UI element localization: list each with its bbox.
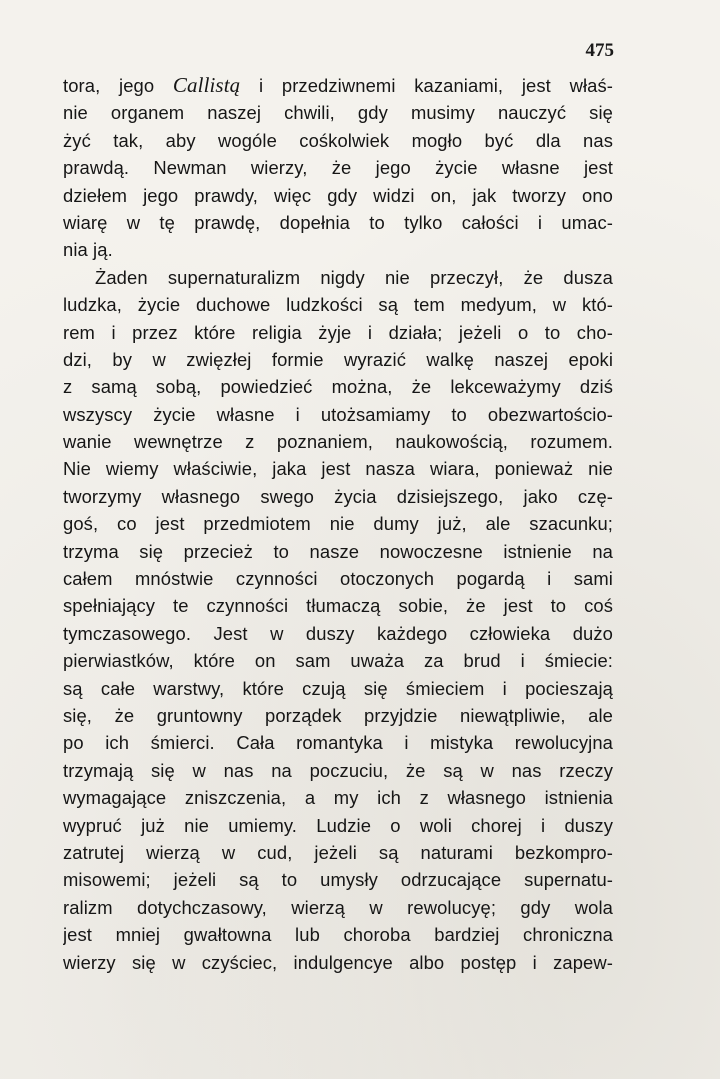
text-line: żyć tak, aby wogóle cośkolwiek mogło być dla nas: [63, 129, 613, 151]
text-line: trzyma się przecież to nasze nowoczesne istnienie na: [63, 540, 613, 562]
text-line: tworzymy własnego swego życia dzisiejszego, jako czę-: [63, 485, 613, 507]
text-line: wszyscy życie własne i utożsamiamy to obezwartościo-: [63, 403, 613, 425]
text-line: są całe warstwy, które czują się śmieciem i pocieszają: [63, 677, 613, 699]
text-line: spełniający te czynności tłumaczą sobie, że jest to coś: [63, 595, 613, 617]
text-line: tymczasowego. Jest w duszy każdego człowieka dużo: [63, 622, 613, 644]
text-line: misowemi; jeżeli są to umysły odrzucające supernatu-: [63, 869, 613, 891]
text-line: ludzka, życie duchowe ludzkości są tem medyum, w któ-: [63, 294, 613, 316]
text-line: goś, co jest przedmiotem nie dumy już, ale szacunku;: [63, 513, 613, 535]
text-line: całem mnóstwie czynności otoczonych pogardą i sami: [63, 568, 613, 590]
text-line: prawdą. Newman wierzy, że jego życie własne jest: [63, 157, 613, 179]
text-line: wypruć już nie umiemy. Ludzie o woli chorej i duszy: [63, 814, 613, 836]
italic-title: Callistą: [172, 73, 241, 97]
body-text: [63, 72, 613, 976]
text-line: wanie wewnętrze z poznaniem, naukowością, rozumem.: [63, 431, 613, 453]
text-line: się, że gruntowny porządek przyjdzie niewątpliwie, ale: [63, 704, 613, 726]
text-line: trzymają się w nas na poczuciu, że są w nas rzeczy: [63, 759, 613, 781]
text-line: Nie wiemy właściwie, jaka jest nasza wiara, ponieważ nie: [63, 458, 613, 480]
text-line: dzi, by w zwięzłej formie wyrazić walkę naszej epoki: [63, 348, 613, 370]
text-line: nie organem naszej chwili, gdy musimy nauczyć się: [63, 102, 613, 124]
text-line: pierwiastków, które on sam uważa za brud i śmiecie:: [63, 650, 613, 672]
page-number: 475: [585, 40, 614, 61]
text-line: zatrutej wierzą w cud, jeżeli są naturami bezkompro-: [63, 841, 613, 863]
paragraph-start-line: Żaden supernaturalizm nigdy nie przeczył, że dusza: [95, 266, 613, 288]
text-line: z samą sobą, powiedzieć można, że lekceważymy dziś: [63, 376, 613, 398]
text-line: dziełem jego prawdy, więc gdy widzi on, jak tworzy ono: [63, 184, 613, 206]
text-line: ralizm dotychczasowy, wierzą w rewolucyę; gdy wola: [63, 896, 613, 918]
text-line: wiarę w tę prawdę, dopełnia to tylko całości i umac-: [63, 211, 613, 233]
text-line: po ich śmierci. Cała romantyka i mistyka rewolucyjna: [63, 732, 613, 754]
text-line: nia ją.: [63, 239, 113, 261]
text-line: wymagające zniszczenia, a my ich z własnego istnienia: [63, 787, 613, 809]
text-line: tora, jego Callistą i przedziwnemi kazaniami, jest właś-: [63, 73, 613, 97]
text-line: rem i przez które religia żyje i działa; jeżeli o to cho-: [63, 321, 613, 343]
text-line: wierzy się w czyściec, indulgencye albo postęp i zapew-: [63, 951, 613, 973]
text-line: jest mniej gwałtowna lub choroba bardziej chroniczna: [63, 924, 613, 946]
